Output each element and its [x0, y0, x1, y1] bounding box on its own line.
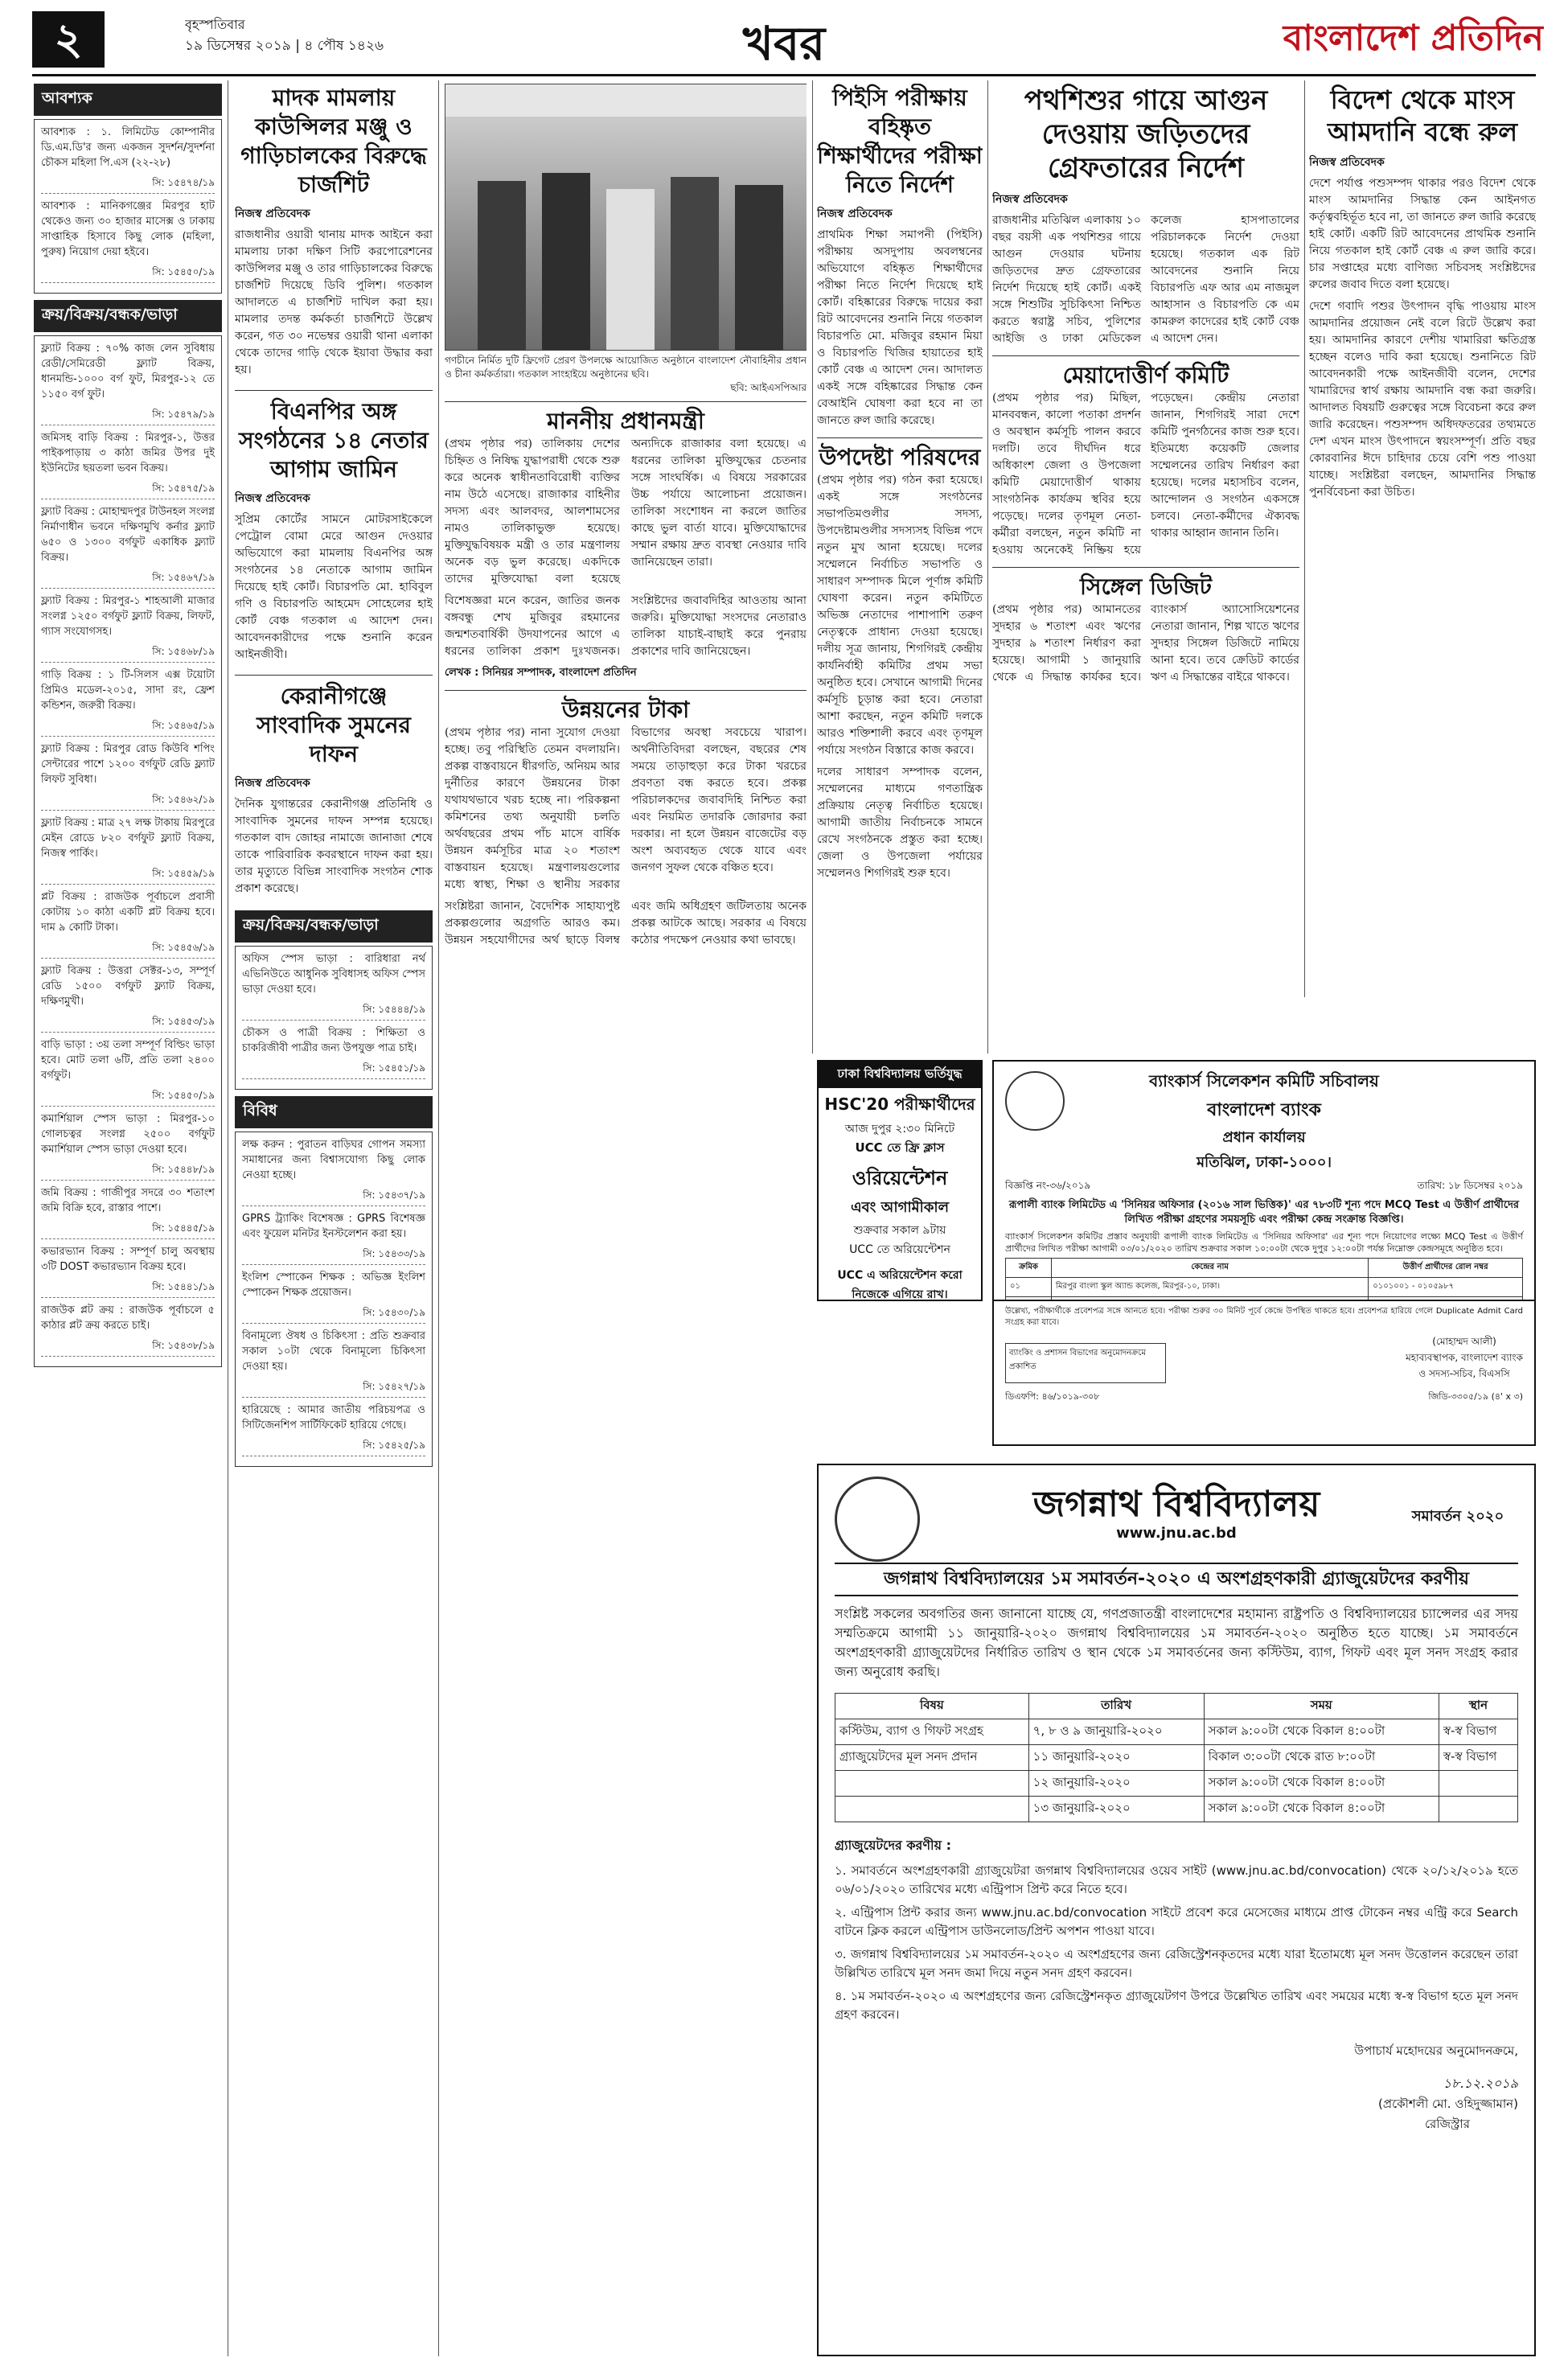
bank-notice-ad — [992, 1060, 1536, 1301]
classified-ref: সি: ১৫৪৭৫/১৯ — [41, 481, 215, 499]
classified-ad: প্লট বিক্রয় : রাজউক পূর্বাচলে প্রবাসী কোটায় ১০ কাঠা একটি প্লট বিক্রয় হবে। দাম ৯ কোটি টাকা। — [41, 891, 215, 934]
article-body: প্রাথমিক শিক্ষা সমাপনী (পিইসি) পরীক্ষায় অসদুপায় অবলম্বনের অভিযোগে বহিষ্কৃত শিক্ষার্থীদের পরীক্ষা নিতে নির্দেশ দিয়েছে হাই কোর্ট। বহিষ্কারের বিরুদ্ধে দায়ের করা রিট আবেদনের শুনানি নিয়ে গতকাল বিচারপতি মো. মজিবুর রহমান মিয়া ও বিচারপতি খিজির হায়াতের হাই কোর্ট বেঞ্চ এ আদেশ দেন। আদালত একই সঙ্গে বহিষ্কারের সিদ্ধান্ত কেন বেআইনি ঘোষণা করা হবে না তা জানতে রুল জারি করেছে। — [817, 228, 983, 427]
article-body: (প্রথম পৃষ্ঠার পর) তালিকায় দেশের চিহ্নিত ও নিষিদ্ধ যুদ্ধাপরাধী থেকে শুরু করে অনেক স্বাধীনতাবিরোধী ব্যক্তির নাম উঠে এসেছে। রাজাকার বাহিনীর সদস্য এবং আলবদর, আলশামসের নামও তালিকাভুক্ত হয়েছে। মুক্তিযুদ্ধবিষয়ক মন্ত্রী ও তার মন্ত্রণালয় অনেক বড় ভুল করেছে। একদিকে তাদের মুক্তিযোদ্ধা বলা হয়েছে অন্যদিকে রাজাকার বলা হয়েছে। এ ধরনের তালিকা মুক্তিযুদ্ধের চেতনার সঙ্গে সাংঘর্ষিক। এ বিষয়ে সরকারের উচ্চ পর্যায়ে আলোচনা প্রয়োজন। তালিকা সংশোধন না করলে জাতির কাছে ভুল বার্তা যাবে। মুক্তিযোদ্ধাদের সম্মান রক্ষায় দ্রুত ব্যবস্থা নেওয়ার দাবি জানিয়েছেন তারা। — [445, 437, 807, 585]
headline-development-money: উন্নয়নের টাকা — [445, 690, 807, 725]
table-cell: ১২ জানুয়ারি-২০২০ — [1028, 1771, 1204, 1797]
jnu-duty-item: ২. এন্ট্রিপাস প্রিন্ট করার জন্য www.jnu.ac.bd/convocation সাইটে প্রবেশ করে মেসেজের মাধ্যমে প্রাপ্ত টোকেন নম্বর এন্ট্রি করে Search বাটনে ক্লিক করলে এন্ট্রিপাস ডাউনলোড/প্রিন্ট অপশন পাওয়া যাবে। — [835, 1905, 1518, 1938]
table-cell — [835, 1797, 1029, 1822]
classified-ref: সি: ১৫৪৩৩/১৯ — [242, 1247, 425, 1265]
classified-heading: বিবিধ — [235, 1096, 433, 1128]
table-cell — [1439, 1771, 1517, 1797]
article-body: (প্রথম পৃষ্ঠার পর) গঠন করা হয়েছে। একই সঙ্গে সংগঠনের সভাপতিমণ্ডলীর সদস্য, উপদেষ্টামণ্ডলীর সদস্যসহ বিভিন্ন পদে নতুন মুখ আনা হয়েছে। দলের সম্মেলনে নির্বাচিত সভাপতি ও সাধারণ সম্পাদক মিলে পূর্ণাঙ্গ কমিটি ঘোষণা করেন। নতুন কমিটিতে অভিজ্ঞ নেতাদের পাশাপাশি তরুণ নেতৃত্বকে প্রাধান্য দেওয়া হয়েছে। দলীয় সূত্র জানায়, শিগগিরই কেন্দ্রীয় কার্যনির্বাহী কমিটির প্রথম সভা অনুষ্ঠিত হবে। সেখানে আগামী দিনের কর্মসূচি চূড়ান্ত করা হবে। নেতারা আশা করছেন, নতুন কমিটি দলকে আরও শক্তিশালী করবে এবং তৃণমূল পর্যায়ে সংগঠন বিস্তারে কাজ করবে। — [817, 474, 983, 757]
classified-ad: চৌকস ও পাত্রী বিক্রয় : শিক্ষিতা ও চাকরিজীবী পাত্রীর জন্য উপযুক্ত পাত্র চাই। — [242, 1027, 425, 1054]
classified-ad: আবশ্যক : মানিকগঞ্জের মিরপুর হাট থেকেও জন্য ৩০ হাজার মাসেক্স ও ঢাকায় সাপ্তাহিক হিসাবে কিছু লোক (মহিলা, পুরুষ) নিয়োগ দেয়া হইবে। — [41, 200, 215, 258]
table-cell — [1439, 1797, 1517, 1822]
coaching-ad-line: UCC এ অরিয়েন্টেশন করো — [837, 1269, 963, 1282]
table-cell: সকাল ৯:০০টা থেকে বিকাল ৪:০০টা — [1204, 1771, 1439, 1797]
classified-ad: ফ্ল্যাট বিক্রয় : মিরপুর-১ শাহআলী মাজার সংলগ্ন ১২৫০ বর্গফুট ফ্ল্যাট বিক্রয়, লিফট, গ্যাস সংযোগসহ। — [41, 595, 215, 638]
article-body: সুপ্রিম কোর্টের সামনে মোটরসাইকেলে পেট্রোল বোমা মেরে আগুন দেওয়ার অভিযোগে করা মামলায় বিএনপির অঙ্গ সংগঠনের ১৪ নেতাকে আগাম জামিন দিয়েছে হাই কোর্ট। বিচারপতি মো. হাবিবুল গণি ও বিচারপতি আহমেদ সোহেলের হাই কোর্ট বেঞ্চ গতকাল এ আদেশ দেন। আবেদনকারীদের পক্ষে শুনানি করেন আইনজীবী। — [235, 513, 433, 661]
jnu-subtitle: জগন্নাথ বিশ্ববিদ্যালয়ের ১ম সমাবর্তন-২০২০ এ অংশগ্রহণকারী গ্র্যাজুয়েটদের করণীয় — [835, 1563, 1518, 1596]
headline-councillor-chargesheet: মাদক মামলায় কাউন্সিলর মঞ্জু ও গাড়িচালকের বিরুদ্ধে চার্জশিট — [240, 84, 427, 198]
header-rule — [32, 74, 1536, 76]
jnu-closing: উপাচার্য মহোদয়ের অনুমোদনক্রমে, — [1354, 2043, 1518, 2058]
classified-ref: সি: ১৫৪৫১/১৯ — [242, 1061, 425, 1079]
classified-ref: সি: ১৫৪৬৮/১৯ — [41, 644, 215, 663]
byline: নিজস্ব প্রতিবেদক — [235, 777, 310, 790]
classified-ad: ফ্ল্যাট বিক্রয় : মিরপুর রোড কিউবি শপিং সেন্টারের পাশে ১২০০ বর্গফুট রেডি ফ্ল্যাট লিফট সুবিধা। — [41, 743, 215, 786]
article-body: দেশে গবাদি পশুর উৎপাদন বৃদ্ধি পাওয়ায় মাংস আমদানির প্রয়োজন নেই বলে রিটে উল্লেখ করা হয়। আমদানির কারণে দেশীয় খামারিরা ক্ষতিগ্রস্ত হচ্ছেন বলেও দাবি করা হয়েছে। শুনানিতে রিট আবেদনকারী পক্ষে আইনজীবী বলেন, দেশের খামারিদের স্বার্থ রক্ষায় আমদানি বন্ধ করা জরুরি। আদালত বিষয়টি গুরুত্বের সঙ্গে বিবেচনা করে রুল জারি করেছেন। পশুসম্পদ অধিদফতরের তথ্যমতে দেশ এখন মাংস উৎপাদনে স্বয়ংসম্পূর্ণ। প্রতি বছর কোরবানির ঈদে চাহিদার চেয়ে বেশি পশু পাওয়া যাচ্ছে। সংশ্লিষ্টরা বলছেন, আমদানির সিদ্ধান্ত পুনর্বিবেচনা করা উচিত। — [1309, 300, 1536, 499]
jnu-duty-item: ৩. জগন্নাথ বিশ্ববিদ্যালয়ের ১ম সমাবর্তন-২০২০ এ অংশগ্রহণের জন্য রেজিস্ট্রেশনকৃতদের মধ্যে যারা ইতোমধ্যে মূল সনদ উত্তোলন করেছেন তারা উল্লিখিত তারিখে মূল সনদ জমা দিয়ে নতুন সনদ গ্রহণ করবেন। — [835, 1947, 1518, 1980]
jnu-convocation-badge: সমাবর্তন ২০২০ — [1411, 1508, 1504, 1525]
photo-figure — [606, 189, 655, 350]
jnu-duty-item: ৪. ১ম সমাবর্তন-২০২০ এ অংশগ্রহণের জন্য রেজিস্ট্রেশনকৃত গ্র্যাজুয়েটগণ উপরে উল্লেখিত তারিখ এবং সময়ের মধ্যে স্ব-স্ব বিভাগ হতে মূল সনদ গ্রহণ করবেন। — [835, 1989, 1518, 2022]
article-body: রাজধানীর ওয়ারী থানায় মাদক আইনে করা মামলায় ঢাকা দক্ষিণ সিটি করপোরেশনের কাউন্সিলর মঞ্জু ও তার গাড়িচালকের বিরুদ্ধে চার্জশিট দিয়েছে ডিবি পুলিশ। গতকাল আদালতে এ চার্জশিট দাখিল করা হয়। মামলার তদন্ত কর্মকর্তা চার্জশিটে উল্লেখ করেন, গত ৩০ নভেম্বর ওয়ারী থানা এলাকা থেকে তাদের গাড়ি থেকে ইয়াবা উদ্ধার করা হয়। — [235, 228, 433, 376]
coaching-ad-line: ওরিয়েন্টেশন — [852, 1167, 948, 1189]
table-cell — [835, 1771, 1029, 1797]
coaching-ad — [817, 1060, 983, 1301]
article-body: (প্রথম পৃষ্ঠার পর) নানা সুযোগ দেওয়া হচ্ছে। তবু পরিস্থিতি তেমন বদলায়নি। প্রকল্প বাস্তবায়নে ধীরগতি, অনিয়ম আর দুর্নীতির কারণে উন্নয়নের টাকা যথাযথভাবে খরচ হচ্ছে না। পরিকল্পনা কমিশনের তথ্য অনুযায়ী চলতি অর্থবছরের প্রথম পাঁচ মাসে বার্ষিক উন্নয়ন কর্মসূচির মাত্র ২০ শতাংশ বাস্তবায়ন হয়েছে। মন্ত্রণালয়গুলোর মধ্যে স্বাস্থ্য, শিক্ষা ও স্থানীয় সরকার বিভাগের অবস্থা সবচেয়ে খারাপ। অর্থনীতিবিদরা বলছেন, বছরের শেষ সময়ে তাড়াহুড়া করে টাকা খরচের প্রবণতা বন্ধ করতে হবে। প্রকল্প পরিচালকদের জবাবদিহি নিশ্চিত করা এবং নিয়মিত তদারকি জোরদার করা দরকার। না হলে উন্নয়ন বাজেটের বড় অংশ অব্যবহৃত থেকে যাবে এবং জনগণ সুফল থেকে বঞ্চিত হবে। — [445, 726, 807, 891]
classified-ref: সি: ১৫৪৩৮/১৯ — [41, 1338, 215, 1357]
bank-ad-line: বাংলাদেশ ব্যাংক — [1207, 1100, 1321, 1120]
news-column-3 — [445, 84, 807, 2360]
photo-figure — [735, 185, 783, 350]
table-cell: ০১০১০০১ - ০১০৫৯৮৭ — [1369, 1278, 1523, 1297]
classified-ad: ফ্ল্যাট বিক্রয় : মাত্র ২৭ লক্ষ টাকায় মিরপুরে মেইন রোডে ৮২০ বর্গফুট ফ্ল্যাট বিক্রয়, নিজস্ব পার্কিং। — [41, 817, 215, 860]
table-header-row — [1006, 1259, 1523, 1278]
bank-ad-footer-row — [1005, 1335, 1523, 1383]
classified-ad: বিনামূল্যে ঔষধ ও চিকিৎসা : প্রতি শুক্রবার সকাল ১০টা থেকে বিনামূল্যে চিকিৎসা দেওয়া হয়। — [242, 1330, 425, 1373]
classified-box — [235, 1132, 433, 1467]
bank-ad-footer-box: ব্যাংকিং ও প্রশাসন বিভাগের অনুমোদনক্রমে প্রকাশিত — [1005, 1343, 1166, 1383]
classified-heading: ক্রয়/বিক্রয়/বন্ধক/ভাড়া — [34, 300, 222, 332]
newspaper-logo: বাংলাদেশ প্রতিদিন — [1283, 18, 1544, 59]
classified-ref: সি: ১৫৪৫০/১৯ — [41, 265, 215, 283]
classified-ad: ইংলিশ স্পোকেন শিক্ষক : অভিজ্ঞ ইংলিশ স্পোকেন শিক্ষক প্রয়োজন। — [242, 1271, 425, 1299]
headline-pec-exam: পিইসি পরীক্ষায় বহিষ্কৃত শিক্ষার্থীদের পরীক্ষা নিতে নির্দেশ — [817, 84, 983, 198]
table-header: ক্রমিক — [1006, 1259, 1052, 1278]
signature-title: মহাব্যবস্থাপক, বাংলাদেশ ব্যাংক — [1406, 1352, 1523, 1363]
page-number: ২ — [32, 11, 105, 68]
headline-advisory-council: উপদেষ্টা পরিষদের — [817, 437, 983, 472]
article-signature: লেখক : সিনিয়র সম্পাদক, বাংলাদেশ প্রতিদিন — [445, 667, 637, 679]
frigate-ceremony-photo — [445, 84, 807, 351]
classified-box — [34, 119, 222, 294]
headline-bnp-bail: বিএনপির অঙ্গ সংগঠনের ১৪ নেতার আগাম জামিন — [235, 390, 433, 484]
headline-meat-import: বিদেশ থেকে মাংস আমদানি বন্ধে রুল — [1327, 84, 1518, 147]
article-body: দৈনিক যুগান্তরের কেরানীগঞ্জ প্রতিনিধি ও সাংবাদিক সুমনের দাফন সম্পন্ন হয়েছে। গতকাল বাদ জোহর নামাজে জানাজা শেষে তাকে পারিবারিক কবরস্থানে দাফন করা হয়। তার মৃত্যুতে বিভিন্ন সাংবাদিক সংগঠন শোক প্রকাশ করেছে। — [235, 798, 433, 895]
classified-ad: লক্ষ করুন : পুরাতন বাড়িঘর গোপন সমস্যা সমাধানের জন্য বিশ্বাসযোগ্য কিছু লোক নেওয়া হচ্ছে। — [242, 1139, 425, 1181]
headline-single-digit: সিঙ্গেল ডিজিট — [992, 567, 1299, 602]
jnu-schedule-table — [835, 1693, 1518, 1822]
classified-box — [235, 946, 433, 1090]
classified-ref: সি: ১৫৪৪৮/১৯ — [41, 1162, 215, 1181]
classified-ref: সি: ১৫৪৫০/১৯ — [41, 1088, 215, 1107]
classified-ref: সি: ১৫৪৩৭/১৯ — [242, 1188, 425, 1206]
article-body: রাজধানীর মতিঝিল এলাকায় ১০ বছর বয়সী এক পথশিশুর গায়ে আগুন দেওয়ার ঘটনায় জড়িতদের দ্রুত গ্রেফতারের নির্দেশ দিয়েছে হাই কোর্ট। একই সঙ্গে শিশুটির সুচিকিৎসা নিশ্চিত করতে স্বরাষ্ট্র সচিব, পুলিশের আইজি ও ঢাকা মেডিকেল কলেজ হাসপাতালের পরিচালককে নির্দেশ দেওয়া হয়েছে। গতকাল এক রিট আবেদনের শুনানি নিয়ে বিচারপতি এফ আর এম নাজমুল আহাসান ও বিচারপতি কে এম কামরুল কাদেরের হাই কোর্ট বেঞ্চ এ আদেশ দেন। — [992, 214, 1299, 345]
classified-ad: রাজউক প্লট ক্রয় : রাজউক পূর্বাচলে ৫ কাঠার প্লট ক্রয় করতে চাই। — [41, 1304, 215, 1332]
classified-ref: সি: ১৫৪৬২/১৯ — [41, 792, 215, 811]
coaching-ad-line: এবং আগামীকাল — [850, 1199, 950, 1216]
coaching-ad-line: UCC তে অরিয়েন্টেশন — [849, 1243, 950, 1256]
classified-ref: সি: ১৫৪৪৫/১৯ — [41, 1221, 215, 1239]
classified-ref: সি: ১৫৪৪১/১৯ — [41, 1279, 215, 1298]
jnu-duties-heading: গ্র্যাজুয়েটদের করণীয় : — [835, 1838, 951, 1853]
classifieds-column — [34, 84, 222, 2360]
table-header: স্থান — [1439, 1694, 1517, 1719]
table-header: সময় — [1204, 1694, 1439, 1719]
bank-ad-code: জিডি-৩৩০৫/১৯ (৪' x ৩) — [1428, 1391, 1523, 1402]
classified-ad: গাড়ি বিক্রয় : ১ টি-সিলস এক্স টয়োটা প্রিমিও মডেল-২০১৫, সাদা রং, ফ্রেশ কন্ডিশন, জরুরী বিক্রয়। — [41, 669, 215, 712]
table-cell: ৭, ৮ ও ৯ জানুয়ারি-২০২০ — [1028, 1719, 1204, 1745]
classified-ad: বাড়ি ভাড়া : ৩য় তলা সম্পূর্ণ বিল্ডিং ভাড়া হবে। মোট তলা ৬টি, প্রতি তলা ২৪০০ বর্গফুট। — [41, 1039, 215, 1082]
table-cell: গ্র্যাজুয়েটদের মূল সনদ প্রদান — [835, 1745, 1029, 1771]
table-header: কেন্দ্রের নাম — [1051, 1259, 1368, 1278]
classified-ref: সি: ১৫৪৫৩/১৯ — [41, 1014, 215, 1033]
photo-figure — [542, 173, 590, 350]
table-header-row — [835, 1694, 1518, 1719]
bank-ad-date: তারিখ: ১৮ ডিসেম্বর ২০১৯ — [1417, 1180, 1523, 1191]
byline: নিজস্ব প্রতিবেদক — [817, 207, 893, 220]
coaching-ad-line: শুক্রবার সকাল ৯টায় — [853, 1224, 946, 1237]
classified-heading: আবশ্যক — [34, 84, 222, 116]
jnu-duty-item: ১. সমাবর্তনে অংশগ্রহণকারী গ্র্যাজুয়েটরা জগন্নাথ বিশ্ববিদ্যালয়ের ওয়েব সাইট (www.jnu.ac.bd/convocation) থেকে ২০/১২/২০১৯ হতে ০৬/০১/২০২০ তারিখের মধ্যে এন্ট্রিপাস প্রিন্ট করে নিতে হবে। — [835, 1863, 1518, 1896]
jnu-intro: সংশ্লিষ্ট সকলের অবগতির জন্য জানানো যাচ্ছে যে, গণপ্রজাতন্ত্রী বাংলাদেশের মহামান্য রাষ্ট্রপতি ও বিশ্ববিদ্যালয়ের চ্যান্সেলর এর সদয় সম্মতিক্রমে আগামী ১১ জানুয়ারি-২০২০ জগন্নাথ বিশ্ববিদ্যালয়ের ১ম সমাবর্তন-২০২০ অনুষ্ঠিত হতে যাচ্ছে। ১ম সমাবর্তনে অংশগ্রহণকারী গ্র্যাজুয়েটদের নির্ধারিত তারিখ ও স্থান থেকে ১ম সমাবর্তনের জন্য কস্টিউম, ব্যাগ, গিফট এবং মূল সনদ সংগ্রহ করার জন্য অনুরোধ করছি। — [835, 1606, 1518, 1679]
classified-heading: ক্রয়/বিক্রয়/বন্ধক/ভাড়া — [235, 910, 433, 943]
column-divider — [812, 80, 813, 1054]
bank-ad-line: ব্যাংকার্স সিলেকশন কমিটি সচিবালয় — [1149, 1071, 1379, 1090]
publication-date: ১৯ ডিসেম্বর ২০১৯ | ৪ পৌষ ১৪২৬ — [185, 38, 384, 54]
table-cell: ১৩ জানুয়ারি-২০২০ — [1028, 1797, 1204, 1822]
signature-role: ও সদস্য-সচিব, বিএসসি — [1418, 1368, 1510, 1379]
classified-ad: আবশ্যক : ১. লিমিটেড কোম্পানীর ডি.এম.ডি'র জন্য একজন সুদর্শন/সুদর্শনা চৌকস মহিলা পি.এস (২২-২৮) — [41, 126, 215, 169]
jnu-logo-icon — [835, 1477, 920, 1562]
photo-figure — [478, 181, 526, 350]
signature-name: (মোহাম্মদ আলী) — [1432, 1336, 1496, 1347]
table-header: তারিখ — [1028, 1694, 1204, 1719]
headline-street-child-fire: পথশিশুর গায়ে আগুন দেওয়ায় জড়িতদের গ্রেফতারের নির্দেশ — [1024, 84, 1268, 184]
bank-ad-headline: রূপালী ব্যাংক লিমিটেড এ 'সিনিয়র অফিসার (২০১৬ সাল ভিত্তিক)' এর ৭৮৩টি শূন্য পদে MCQ Test এ উত্তীর্ণ প্রার্থীদের লিখিত পরীক্ষা গ্রহণের সময়সূচি এবং পরীক্ষা কেন্দ্র সংক্রান্ত বিজ্ঞপ্তি। — [1008, 1199, 1520, 1226]
classified-ad: অফিস স্পেস ভাড়া : বারিধারা নর্থ এভিনিউতে আধুনিক সুবিধাসহ অফিস স্পেস ভাড়া দেওয়া হবে। — [242, 953, 425, 996]
table-cell: সকাল ৯:০০টা থেকে বিকাল ৪:০০টা — [1204, 1719, 1439, 1745]
article-body: (প্রথম পৃষ্ঠার পর) মিছিল, মানববন্ধন, কালো পতাকা প্রদর্শন ও অবস্থান কর্মসূচি পালন করবে দলটি। তবে দীর্ঘদিন ধরে অধিকাংশ জেলা ও উপজেলা কমিটি মেয়াদোত্তীর্ণ থাকায় সাংগঠনিক কার্যক্রম স্থবির হয়ে পড়েছে। দলের তৃণমূল নেতা-কর্মীরা বলছেন, নতুন কমিটি না হওয়ায় অনেকেই নিষ্ক্রিয় হয়ে পড়েছেন। কেন্দ্রীয় নেতারা জানান, শিগগিরই সারা দেশে কমিটি পুনর্গঠনের কাজ শুরু হবে। ইতিমধ্যে কয়েকটি জেলার সম্মেলনের তারিখ নির্ধারণ করা হয়েছে। দলের মহাসচিব বলেন, আন্দোলন ও সংগঠন একসঙ্গে চলবে। নেতা-কর্মীদের ঐক্যবদ্ধ থাকার আহ্বান জানান তিনি। — [992, 392, 1299, 557]
news-column-5 — [992, 84, 1299, 1049]
article-body: (প্রথম পৃষ্ঠার পর) আমানতের সুদহার ৬ শতাংশ এবং ঋণের সুদহার ৯ শতাংশ নির্ধারণ করা হয়েছে। আগামী ১ জানুয়ারি থেকে এ সিদ্ধান্ত কার্যকর হবে। ব্যাংকার্স অ্যাসোসিয়েশনের নেতারা জানান, শিল্প খাতে ঋণের সুদহার সিঙ্গেল ডিজিটে নামিয়ে আনা হবে। তবে ক্রেডিট কার্ডের ঋণ এ সিদ্ধান্তের বাইরে থাকবে। — [992, 603, 1299, 684]
classified-ad: হারিয়েছে : আমার জাতীয় পরিচয়পত্র ও সিটিজেনশিপ সার্টিফিকেট হারিয়ে গেছে। — [242, 1404, 425, 1431]
classified-ref: সি: ১৫৪৬৭/১৯ — [41, 570, 215, 589]
news-column-6 — [1309, 84, 1536, 992]
table-row — [1006, 1278, 1523, 1297]
table-cell: মিরপুর বাংলা স্কুল অ্যান্ড কলেজ, মিরপুর-১০, ঢাকা। — [1051, 1278, 1368, 1297]
byline: নিজস্ব প্রতিবেদক — [235, 207, 310, 220]
bank-exam-center-table — [1005, 1258, 1523, 1301]
classified-ref: সি: ১৫৪৭৯/১৯ — [41, 407, 215, 425]
bank-ad-line: প্রধান কার্যালয় — [1222, 1129, 1306, 1146]
bank-ad-notes: উল্লেখ্য, পরীক্ষার্থীকে প্রবেশপত্র সঙ্গে আনতে হবে। পরীক্ষা শুরুর ৩০ মিনিট পূর্বে কেন্দ্রে উপস্থিত থাকতে হবে। প্রবেশপত্র হারিয়ে গেলে Duplicate Admit Card সংগ্রহ করা যাবে। — [1005, 1307, 1523, 1327]
table-row — [835, 1745, 1518, 1771]
jnu-signature-date: ১৮.১২.২০১৯ — [1443, 2076, 1518, 2091]
byline: নিজস্ব প্রতিবেদক — [235, 492, 310, 505]
classified-ad: ফ্ল্যাট বিক্রয় : মোহাম্মদপুর টাউনহল সংলগ্ন নির্মাণাধীন ভবনে দক্ষিণমুখি কর্নার ফ্ল্যাট ৬৫০ ও ১৩০০ বর্গফুট একাধিক ফ্ল্যাট বিক্রয়। — [41, 506, 215, 564]
bank-ad-line: মতিঝিল, ঢাকা-১০০০। — [1197, 1154, 1332, 1171]
article-body: বিশেষজ্ঞরা মনে করেন, জাতির জনক বঙ্গবন্ধু শেখ মুজিবুর রহমানের জন্মশতবার্ষিকী উদযাপনের আগে এ ধরনের তালিকা প্রকাশ দুঃখজনক। সংশ্লিষ্টদের জবাবদিহির আওতায় আনা জরুরি। মুক্তিযোদ্ধা সংসদের নেতারাও তালিকা যাচাই-বাছাই করে পুনরায় প্রকাশের দাবি জানিয়েছেন। — [445, 594, 807, 658]
byline: নিজস্ব প্রতিবেদক — [1309, 156, 1385, 169]
photo-credit: ছবি: আইএসপিআর — [730, 382, 807, 393]
table-cell: ১১ জানুয়ারি-২০২০ — [1028, 1745, 1204, 1771]
article-body: দলের সাধারণ সম্পাদক বলেন, সম্মেলনের মাধ্যমে গণতান্ত্রিক প্রক্রিয়ায় নেতৃত্ব নির্বাচিত হয়েছে। আগামী জাতীয় নির্বাচনকে সামনে রেখে সংগঠনকে প্রস্তুত করা হচ্ছে। জেলা ও উপজেলা পর্যায়ের সম্মেলনও শিগগিরই শুরু হবে। — [817, 766, 983, 880]
table-cell: স্ব-স্ব বিভাগ — [1439, 1719, 1517, 1745]
classified-ref: সি: ১৫৪৫৬/১৯ — [41, 940, 215, 959]
bank-seal-icon — [1005, 1071, 1065, 1131]
classified-ad: কমার্শিয়াল স্পেস ভাড়া : মিরপুর-১০ গোলচত্বর সংলগ্ন ২৫০০ বর্গফুট কমার্শিয়াল স্পেস ভাড়া দেওয়া হবে। — [41, 1113, 215, 1156]
classified-ref: সি: ১৫৪৫৯/১৯ — [41, 866, 215, 885]
news-column-4 — [817, 84, 983, 1049]
classified-ad: ফ্ল্যাট বিক্রয় : উত্তরা সেক্টর-১৩, সম্পূর্ণ রেডি ১৫০০ বর্গফুট ফ্ল্যাট বিক্রয়, দক্ষিণমুখী। — [41, 965, 215, 1008]
article-body: সংশ্লিষ্টরা জানান, বৈদেশিক সাহায্যপুষ্ট প্রকল্পগুলোর অগ্রগতি আরও কম। উন্নয়ন সহযোগীদের অর্থ ছাড়ে বিলম্ব এবং জমি অধিগ্রহণ জটিলতায় অনেক প্রকল্প আটকে আছে। সরকার এ বিষয়ে কঠোর পদক্ষেপ নেওয়ার কথা ভাবছে। — [445, 900, 807, 947]
jnu-signature-title: রেজিস্ট্রার — [1424, 2117, 1470, 2131]
byline: নিজস্ব প্রতিবেদক — [992, 193, 1068, 206]
coaching-ad-title: HSC'20 পরীক্ষার্থীদের — [824, 1095, 975, 1114]
table-header: উত্তীর্ণ প্রার্থীদের রোল নম্বর — [1369, 1259, 1523, 1278]
column-divider — [987, 80, 988, 1054]
table-row — [835, 1797, 1518, 1822]
classified-ref: সি: ১৫৪৩০/১৯ — [242, 1305, 425, 1324]
coaching-ad-line: আজ দুপুর ২:৩০ মিনিটে — [844, 1123, 955, 1136]
classified-ad: জমিসহ বাড়ি বিক্রয় : মিরপুর-১, উত্তর পাইকপাড়ায় ৩ কাঠা জমির উপর দুই ইউনিটের ছয়তলা ভবন বিক্রয়। — [41, 432, 215, 474]
article-body: দেশে পর্যাপ্ত পশুসম্পদ থাকার পরও বিদেশ থেকে মাংস আমদানির সিদ্ধান্ত কেন আইনগত কর্তৃত্ববহির্ভূত হবে না, তা জানতে রুল জারি করেছে হাই কোর্ট। একটি রিট আবেদনের প্রাথমিক শুনানি নিয়ে গতকাল হাই কোর্ট বেঞ্চ এ রুল জারি করে। চার সপ্তাহের মধ্যে বাণিজ্য সচিবসহ সংশ্লিষ্টদের রুলের জবাব দিতে বলা হয়েছে। — [1309, 177, 1536, 291]
table-cell: সকাল ৯:০০টা থেকে বিকাল ৪:০০টা — [1204, 1797, 1439, 1822]
bank-ad-codes — [1005, 1390, 1523, 1405]
photo-figure — [671, 177, 719, 350]
bank-ad-meta — [1005, 1179, 1523, 1195]
column-divider — [438, 80, 439, 2356]
table-cell: স্ব-স্ব বিভাগ — [1439, 1745, 1517, 1771]
table-cell: কস্টিউম, ব্যাগ ও গিফট সংগ্রহ — [835, 1719, 1029, 1745]
headline-journalist-burial: কেরানীগঞ্জে সাংবাদিক সুমনের দাফন — [235, 675, 433, 769]
classified-ad: GPRS ট্র্যাকিং বিশেষজ্ঞ : GPRS বিশেষজ্ঞ এবং ফুয়েল মনিটর ইনস্টলেশন করা হয়। — [242, 1213, 425, 1240]
jnu-signature-name: (প্রকৌশলী মো. ওহিদুজ্জামান) — [1378, 2097, 1518, 2111]
classified-ad: ফ্ল্যাট বিক্রয় : ৭০% কাজ লেন সুবিধায় রেডী/সেমিরেডী ফ্ল্যাট বিক্রয়, ধানমন্ডি-১০০০ বর্গ ফুট, মিরপুর-১২ তে ১১৫০ বর্গ ফুট। — [41, 343, 215, 400]
coaching-ad-top: ঢাকা বিশ্ববিদ্যালয় ভর্তিযুদ্ধ — [819, 1062, 981, 1088]
classified-ref: সি: ১৫৪৭৪/১৯ — [41, 175, 215, 194]
photo-banner — [445, 84, 807, 117]
jnu-url: www.jnu.ac.bd — [1116, 1525, 1237, 1542]
jnu-title: জগন্নাথ বিশ্ববিদ্যালয় — [1032, 1484, 1320, 1525]
classified-ad: জমি বিক্রয় : গাজীপুর সদরে ৩০ শতাংশ জমি বিক্রি হবে, রাস্তার পাশে। — [41, 1187, 215, 1214]
bank-ad-code: ডিএফপি: ৪৬/১০১৯-৩০৮ — [1005, 1391, 1100, 1402]
table-row — [835, 1771, 1518, 1797]
bank-ad-signature — [1406, 1335, 1523, 1383]
photo-caption: গণচীনে নির্মিত দুটি ফ্রিগেট প্রেরণ উপলক্ষে আয়োজিত অনুষ্ঠানে বাংলাদেশ নৌবাহিনীর প্রধান ও চীনা কর্মকর্তারা। গতকাল সাংহাইয়ে অনুষ্ঠানের ছবি। — [445, 355, 807, 380]
classified-ref: সি: ১৫৪২৭/১৯ — [242, 1379, 425, 1398]
headline-expired-committee: মেয়াদোত্তীর্ণ কমিটি — [992, 355, 1299, 390]
headline-honorable-pm: মাননীয় প্রধানমন্ত্রী — [445, 401, 807, 436]
jnu-convocation-ad — [817, 1464, 1536, 2356]
coaching-ad-line: নিজেকে এগিয়ে রাখ। — [852, 1288, 948, 1301]
section-title: খবর — [742, 16, 826, 71]
classified-ref: সি: ১৫৪৪৪/১৯ — [242, 1002, 425, 1021]
classified-ref: সি: ১৫৪৬৫/১৯ — [41, 718, 215, 737]
table-cell: বিকাল ৩:০০টা থেকে রাত ৮:০০টা — [1204, 1745, 1439, 1771]
photo-illustration — [445, 84, 807, 350]
table-cell: ০১ — [1006, 1278, 1052, 1297]
classified-ref: সি: ১৫৪২৫/১৯ — [242, 1438, 425, 1456]
table-row — [835, 1719, 1518, 1745]
bank-notice-ad-footer — [992, 1301, 1536, 1446]
publication-day: বৃহস্পতিবার — [185, 17, 245, 32]
column-divider — [1304, 80, 1305, 997]
news-column-2 — [235, 84, 433, 2360]
classified-ad: কভারভ্যান বিক্রয় : সম্পূর্ণ চালু অবস্থায় ৩টি DOST কভারভ্যান বিক্রয় হবে। — [41, 1246, 215, 1273]
classified-box — [34, 335, 222, 1367]
table-header: বিষয় — [835, 1694, 1029, 1719]
coaching-ad-line: UCC তে ফ্রি ক্লাস — [855, 1140, 945, 1155]
bank-ad-ref: বিজ্ঞপ্তি নং-৩৬/২০১৯ — [1005, 1180, 1091, 1191]
bank-ad-intro: ব্যাংকার্স সিলেকশন কমিটির প্রস্তাব অনুযায়ী রূপালী ব্যাংক লিমিটেড এ 'সিনিয়র অফিসার' এর শূন্য পদে নিয়োগের লক্ষ্যে MCQ Test এ উত্তীর্ণ প্রার্থীদের লিখিত পরীক্ষা আগামী ০৩/০১/২০২০ তারিখ শুক্রবার সকাল ১০:০০টা থেকে দুপুর ১২:০০টা পর্যন্ত নিম্নোক্ত কেন্দ্রসমূহে অনুষ্ঠিত হবে। — [1005, 1231, 1523, 1254]
